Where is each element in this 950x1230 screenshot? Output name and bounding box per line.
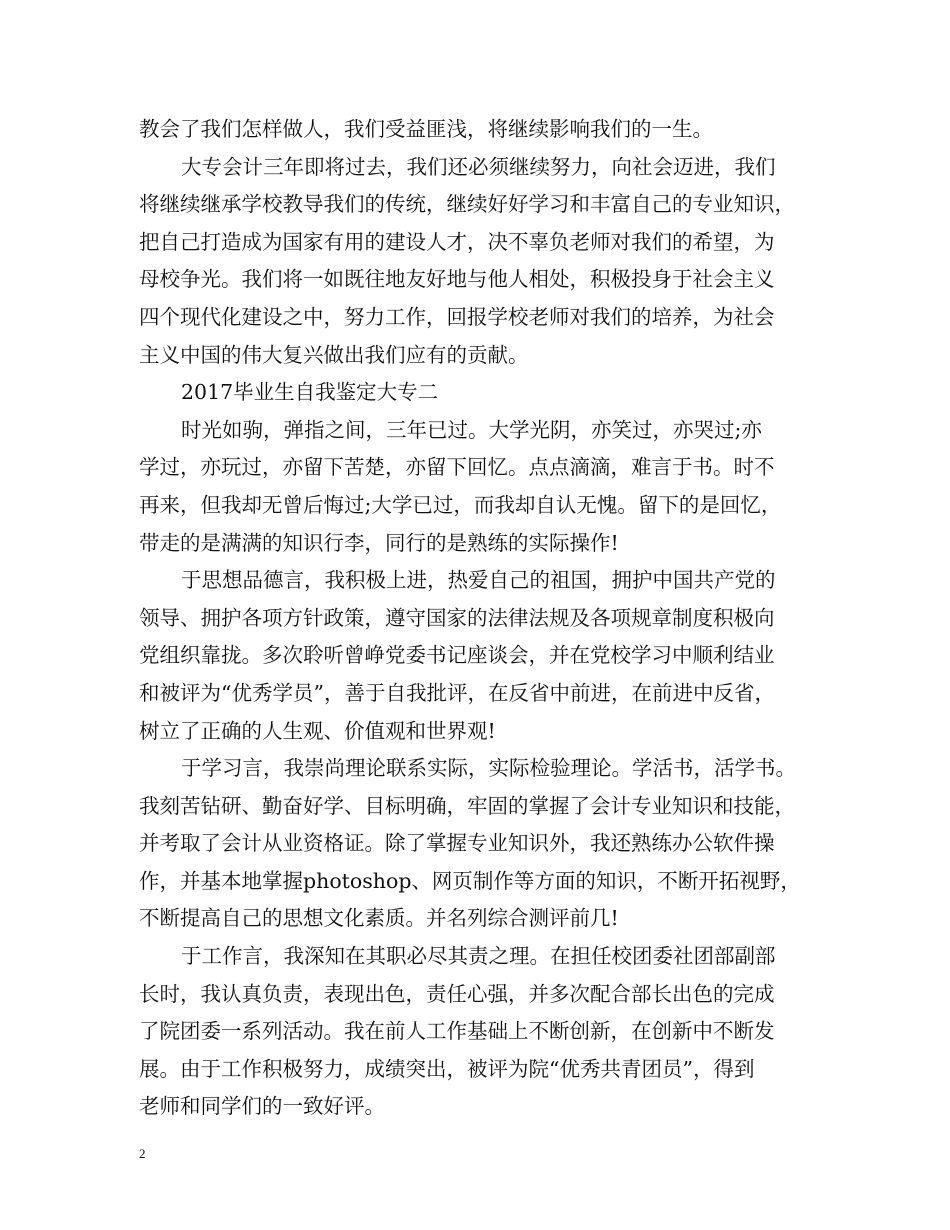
text-line: 并考取了会计从业资格证。除了掌握专业知识外，我还熟练办公软件操 (139, 831, 775, 856)
text-line: 教会了我们怎样做人，我们受益匪浅，将继续影响我们的一生。 (139, 117, 713, 141)
text-line: 时光如驹，弹指之间，三年已过。大学光阴，亦笑过，亦哭过;亦 (181, 417, 762, 442)
text-line: 将继续继承学校教导我们的传统，继续好好学习和丰富自己的专业知识， (139, 192, 795, 217)
text-line: 于工作言，我深知在其职必尽其责之理。在担任校团委社团部副部 (181, 944, 776, 969)
text-line: 把自己打造成为国家有用的建设人才，决不辜负老师对我们的希望，为 (139, 229, 775, 254)
text-line: 老师和同学们的一致好评。 (139, 1094, 385, 1119)
text-line: 再来，但我却无曾后悔过;大学已过，而我却自认无愧。留下的是回忆， (139, 492, 782, 517)
text-line: 四个现代化建设之中，努力工作，回报学校老师对我们的培养，为社会 (139, 304, 775, 329)
text-line: 了院团委一系列活动。我在前人工作基础上不断创新，在创新中不断发 (139, 1019, 775, 1044)
text-line: 我刻苦钻研、勤奋好学、目标明确，牢固的掌握了会计专业知识和技能， (139, 793, 795, 818)
text-line: 作，并基本地掌握photoshop、网页制作等方面的知识，不断开拓视野， (139, 868, 801, 893)
text-line: 展。由于工作积极努力，成绩突出，被评为院“优秀共青团员”，得到 (139, 1056, 755, 1081)
text-line: 带走的是满满的知识行李，同行的是熟练的实际操作! (139, 530, 619, 555)
page-number: 2 (139, 1146, 146, 1161)
text-line: 党组织靠拢。多次聆听曾峥党委书记座谈会，并在党校学习中顺利结业 (139, 643, 775, 668)
text-line: 长时，我认真负责，表现出色，责任心强，并多次配合部长出色的完成 (139, 981, 775, 1006)
text-line: 主义中国的伟大复兴做出我们应有的贡献。 (139, 342, 529, 367)
text-line: 领导、拥护各项方针政策，遵守国家的法律法规及各项规章制度积极向 (139, 605, 775, 630)
text-line: 和被评为“优秀学员”，善于自我批评，在反省中前进，在前进中反省， (139, 680, 775, 705)
text-line: 不断提高自己的思想文化素质。并名列综合测评前几! (139, 906, 619, 931)
document-body (139, 111, 815, 1126)
text-line: 于思想品德言，我积极上进，热爱自己的祖国，拥护中国共产党的 (181, 568, 776, 593)
text-line: 学过，亦玩过，亦留下苦楚，亦留下回忆。点点滴滴，难言于书。时不 (139, 455, 775, 480)
text-line: 树立了正确的人生观、价值观和世界观! (139, 718, 496, 743)
text-line: 于学习言，我崇尚理论联系实际，实际检验理论。学活书，活学书。 (181, 756, 796, 781)
text-line: 大专会计三年即将过去，我们还必须继续努力，向社会迈进，我们 (181, 154, 776, 179)
section-heading: 2017毕业生自我鉴定大专二 (181, 380, 439, 405)
text-line: 母校争光。我们将一如既往地友好地与他人相处，积极投身于社会主义 (139, 267, 775, 292)
